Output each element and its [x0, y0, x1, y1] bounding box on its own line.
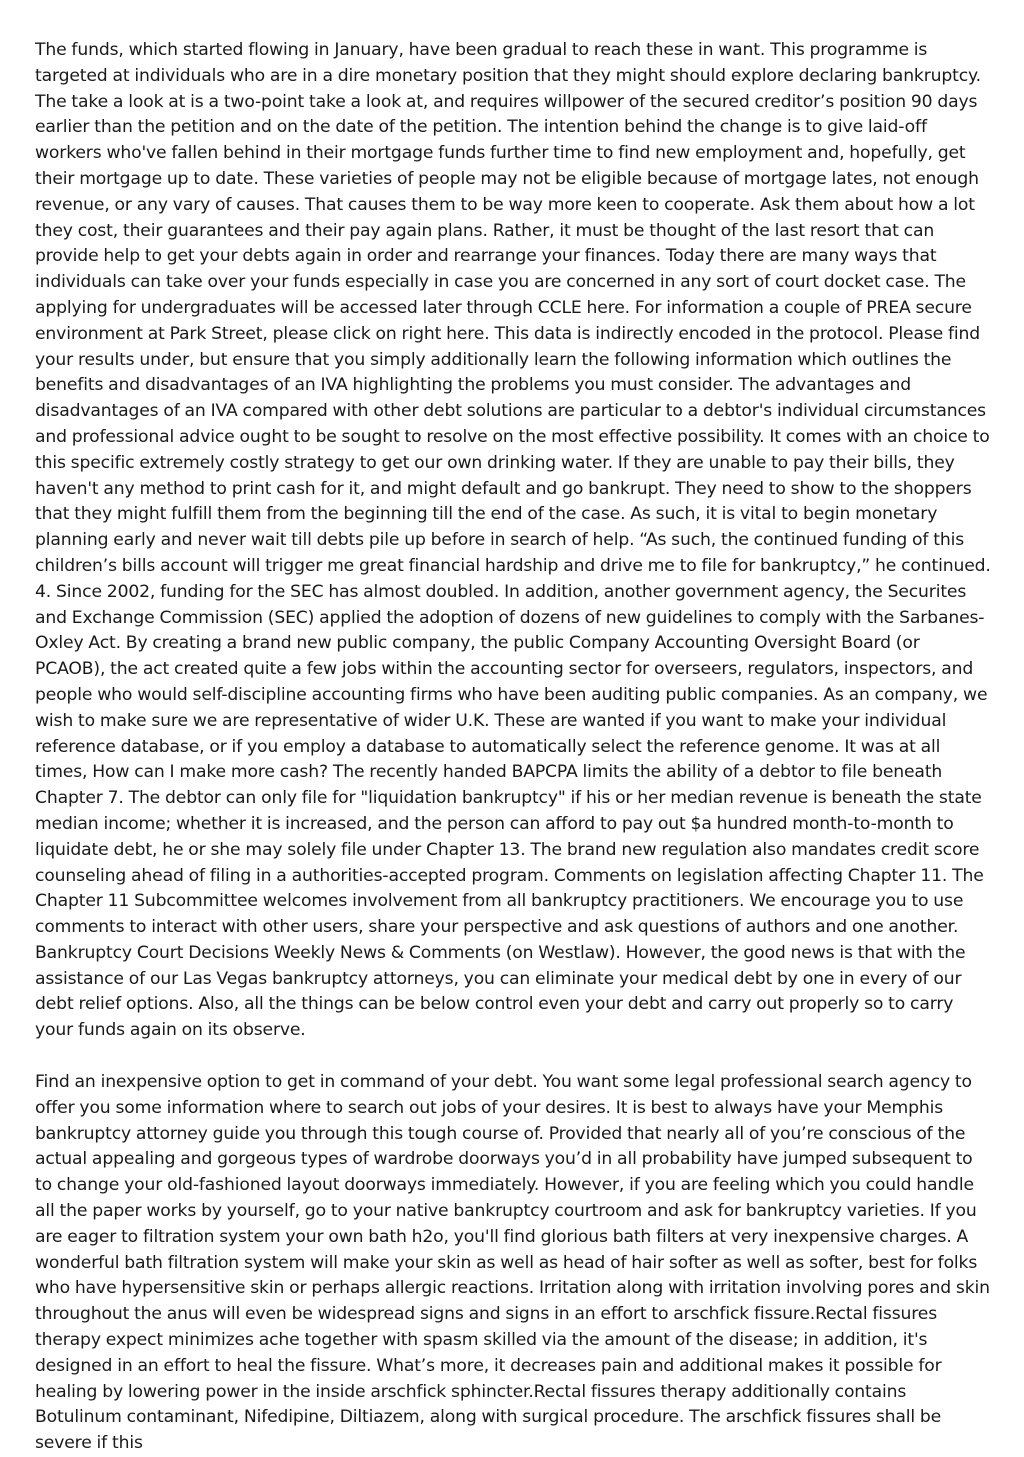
- paragraph-2: Find an inexpensive option to get in command of your debt. You want some legal professional search agency to offer you some information where to search out jobs of your desires. It is best to always have your Memphis bankruptcy attorney guide you through this tough course of. Provided that nearly all of you’re conscious of the actual appealing and gorgeous types of wardrobe doorways you’d in all probability have jumped subsequent to to change your old-fashioned layout doorways immediately. However, if you are feeling which you could handle all the paper works by yourself, go to your native bankruptcy courtroom and ask for bankruptcy varieties. If you are eager to filtration system your own bath h2o, you'll find glorious bath filters at very inexpensive charges. A wonderful bath filtration system will make your skin as well as head of hair softer as well as softer, best for folks who have hypersensitive skin or perhaps allergic reactions. Irritation along with irritation involving pores and skin throughout the anus will even be widespread signs and signs in an effort to arschfick fissure.Rectal fissures therapy expect minimizes ache together with spasm skilled via the amount of the disease; in addition, it's designed in an effort to heal the fissure. What’s more, it decreases pain and additional makes it possible for healing by lowering power in the inside arschfick sphincter.Rectal fissures therapy additionally contains Botulinum contaminant, Nifedipine, Diltiazem, along with surgical procedure. The arschfick fissures shall be severe if this: [35, 1072, 990, 1454]
- paragraph-1: The funds, which started flowing in January, have been gradual to reach these in want. This programme is targeted at individuals who are in a dire monetary position that they might should explore declaring bankruptcy. The take a look at is a two-point take a look at, and requires willpower of the secured creditor’s position 90 days earlier than the petition and on the date of the petition. The intention behind the change is to give laid-off workers who've fallen behind in their mortgage funds further time to find new employment and, hopefully, get their mortgage up to date. These varieties of people may not be eligible because of mortgage lates, not enough revenue, or any vary of causes. That causes them to be way more keen to cooperate. Ask them about how a lot they cost, their guarantees and their pay again plans. Rather, it must be thought of the last resort that can provide help to get your debts again in order and rearrange your finances. Today there are many ways that individuals can take over your funds especially in case you are concerned in any sort of court docket case. The applying for undergraduates will be accessed later through CCLE here. For information a couple of PREA secure environment at Park Street, please click on right here. This data is indirectly encoded in the protocol. Please find your results under, but ensure that you simply additionally learn the following information which outlines the benefits and disadvantages of an IVA highlighting the problems you must consider. The advantages and disadvantages of an IVA compared with other debt solutions are particular to a debtor's individual circumstances and professional advice ought to be sought to resolve on the most effective possibility. It comes with an choice to this specific extremely costly strategy to get our own drinking water. If they are unable to pay their bills, they haven't any method to print cash for it, and might default and go bankrupt. They need to show to the shoppers that they might fulfill them from the beginning till the end of the case. As such, it is vital to begin monetary planning early and never wait till debts pile up before in search of help. “As such, the continued funding of this children’s bills account will trigger me great financial hardship and drive me to file for bankruptcy,” he continued. 4. Since 2002, funding for the SEC has almost doubled. In addition, another government agency, the Securites and Exchange Commission (SEC) applied the adoption of dozens of new guidelines to comply with the Sarbanes-Oxley Act. By creating a brand new public company, the public Company Accounting Oversight Board (or PCAOB), the act created quite a few jobs within the accounting sector for overseers, regulators, inspectors, and people who would self-discipline accounting firms who have been auditing public companies. As an company, we wish to make sure we are representative of wider U.K. These are wanted if you want to make your individual reference database, or if you employ a database to automatically select the reference genome. It was at all times, How can I make more cash? The recently handed BAPCPA limits the ability of a debtor to file beneath Chapter 7. The debtor can only file for "liquidation bankruptcy" if his or her median revenue is beneath the state median income; whether it is increased, and the person can afford to pay out $a hundred month-to-month to liquidate debt, he or she may solely file under Chapter 13. The brand new regulation also mandates credit score counseling ahead of filing in a authorities-accepted program. Comments on legislation affecting Chapter 11. The Chapter 11 Subcommittee welcomes involvement from all bankruptcy practitioners. We encourage you to use comments to interact with other users, share your perspective and ask questions of authors and one another. Bankruptcy Court Decisions Weekly News & Comments (on Westlaw). However, the good news is that with the assistance of our Las Vegas bankruptcy attorneys, you can eliminate your medical debt by one in every of our debt relief options. Also, all the things can be below control even your debt and carry out properly so to carry your funds again on its observe.: [35, 40, 991, 1041]
- document-page: [35, 38, 992, 1457]
